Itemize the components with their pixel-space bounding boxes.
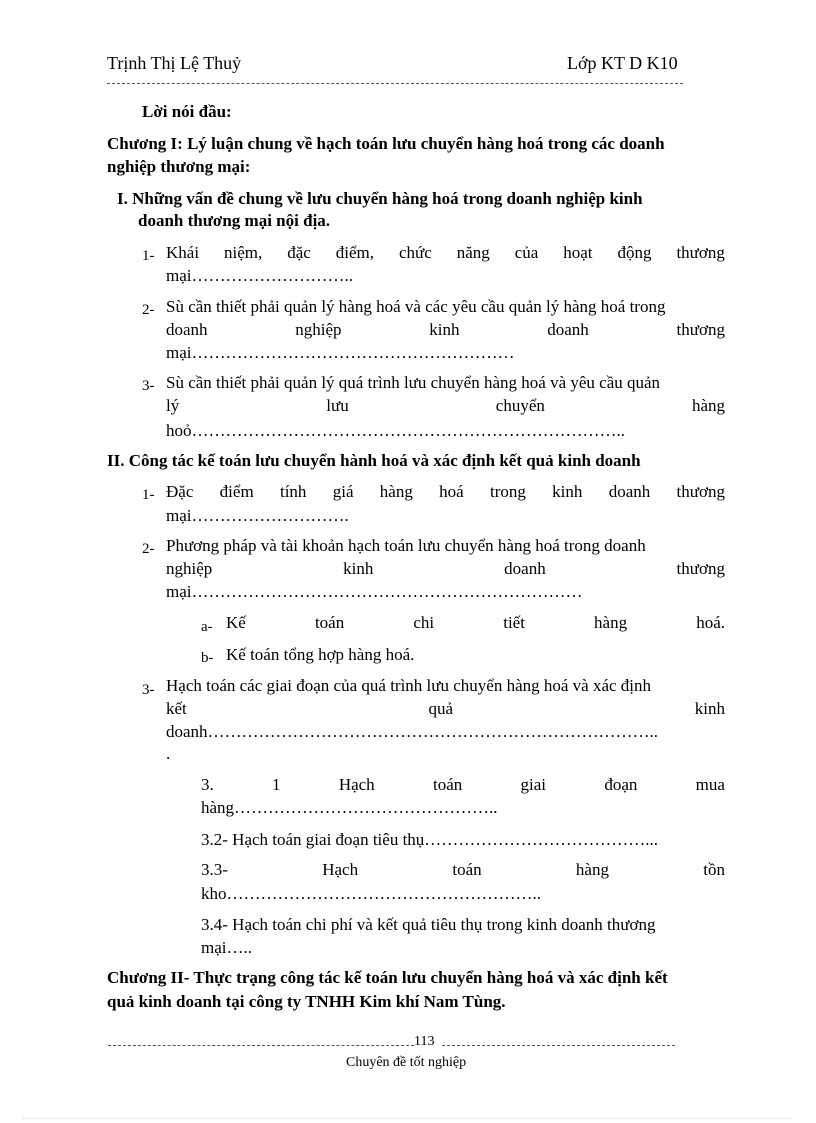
chapter2-title-line1: Chương II- Thực trạng công tác kế toán lưu chuyển hàng hoá và xác định kết: [107, 968, 668, 987]
chapter2-title-line2: quả kinh doanh tại công ty TNHH Kim khí Nam Tùng.: [107, 992, 506, 1011]
sub-item-3-3-tail: kho………………………………………………..: [201, 884, 541, 903]
chapter1-title-line1: Chương I: Lý luận chung về hạch toán lưu chuyển hàng hoá trong các doanh: [107, 134, 665, 153]
item-text-tail: hoỏ…………………………………………………………………..: [166, 421, 625, 440]
item-text-tail: mại……………………….: [166, 506, 349, 525]
sub-item-number: b-: [201, 650, 214, 666]
footer-divider-left: [108, 1045, 414, 1046]
sub-item-3-1-text: 3. 1 Hạch toán giai đoạn mua: [201, 775, 725, 794]
section1-title-line1: I. Những vấn đề chung về lưu chuyển hàng hoá trong doanh nghiệp kinh: [117, 189, 643, 208]
item-number: 3-: [142, 378, 155, 394]
item-text-justified: Đặc điểm tính giá hàng hoá trong kinh doanh thương: [166, 482, 725, 501]
footer-text: Chuyên đề tốt nghiệp: [346, 1055, 467, 1070]
footer-divider-right: [442, 1045, 675, 1046]
page-bottom-border: [22, 1118, 794, 1119]
item-text-tail: mại……………………………………………………………: [166, 582, 583, 601]
sub-item-3-2-text: 3.2- Hạch toán giai đoạn tiêu thụ…………………………………...: [201, 830, 659, 849]
chapter1-title-line2: nghiệp thương mại:: [107, 157, 251, 176]
preface-heading: Lời nói đầu:: [142, 102, 232, 121]
item-number: 2-: [142, 541, 155, 557]
item-text-justified: Khái niệm, đặc điểm, chức năng của hoạt động thương: [166, 243, 725, 262]
sub-item-3-1-tail: hàng………………………………………..: [201, 798, 498, 817]
item-text-line1: Phương pháp và tài khoản hạch toán lưu chuyển hàng hoá trong doanh: [166, 536, 646, 555]
header-author: Trịnh Thị Lệ Thuỷ: [107, 53, 242, 73]
item-number: 2-: [142, 302, 155, 318]
item-text-justified: doanh nghiệp kinh doanh thương: [166, 320, 725, 339]
item-text-tail: mại………………………..: [166, 266, 353, 285]
item-text-tail2: .: [166, 744, 171, 763]
item-text-justified: lý lưu chuyển hàng: [166, 396, 725, 415]
item-text-line1: Sù cần thiết phải quản lý hàng hoá và các yêu cầu quản lý hàng hoá trong: [166, 297, 666, 316]
header-class: Lớp KT D K10: [567, 53, 678, 73]
item-text-line1: Hạch toán các giai đoạn của quá trình lưu chuyển hàng hoá và xác định: [166, 676, 652, 695]
sub-item-b-text: Kế toán tổng hợp hàng hoá.: [226, 645, 415, 664]
item-text-tail: doanh……………………………………………………………………..: [166, 722, 659, 741]
sub-item-number: a-: [201, 619, 213, 635]
sub-item-a-text: Kế toán chi tiết hàng hoá.: [226, 613, 725, 632]
item-number: 1-: [142, 487, 155, 503]
sub-item-3-4-tail: mại…..: [201, 938, 252, 957]
item-text-tail: mại…………………………………………………: [166, 343, 515, 362]
item-number: 1-: [142, 248, 155, 264]
sub-item-3-4-text: 3.4- Hạch toán chi phí và kết quả tiêu thụ trong kinh doanh thương: [201, 915, 656, 934]
item-text-line1: Sù cần thiết phải quản lý quá trình lưu chuyển hàng hoá và yêu cầu quản: [166, 373, 661, 392]
section1-title-line2: doanh thương mại nội địa.: [138, 211, 331, 230]
item-text-justified: kết quả kinh: [166, 699, 725, 718]
page-number: 113: [414, 1034, 435, 1049]
sub-item-3-3-text: 3.3- Hạch toán hàng tồn: [201, 860, 725, 879]
section2-title: II. Công tác kế toán lưu chuyển hành hoá và xác định kết quả kinh doanh: [107, 451, 641, 470]
item-number: 3-: [142, 682, 155, 698]
item-text-justified: nghiệp kinh doanh thương: [166, 559, 725, 578]
header-divider: [107, 83, 683, 84]
